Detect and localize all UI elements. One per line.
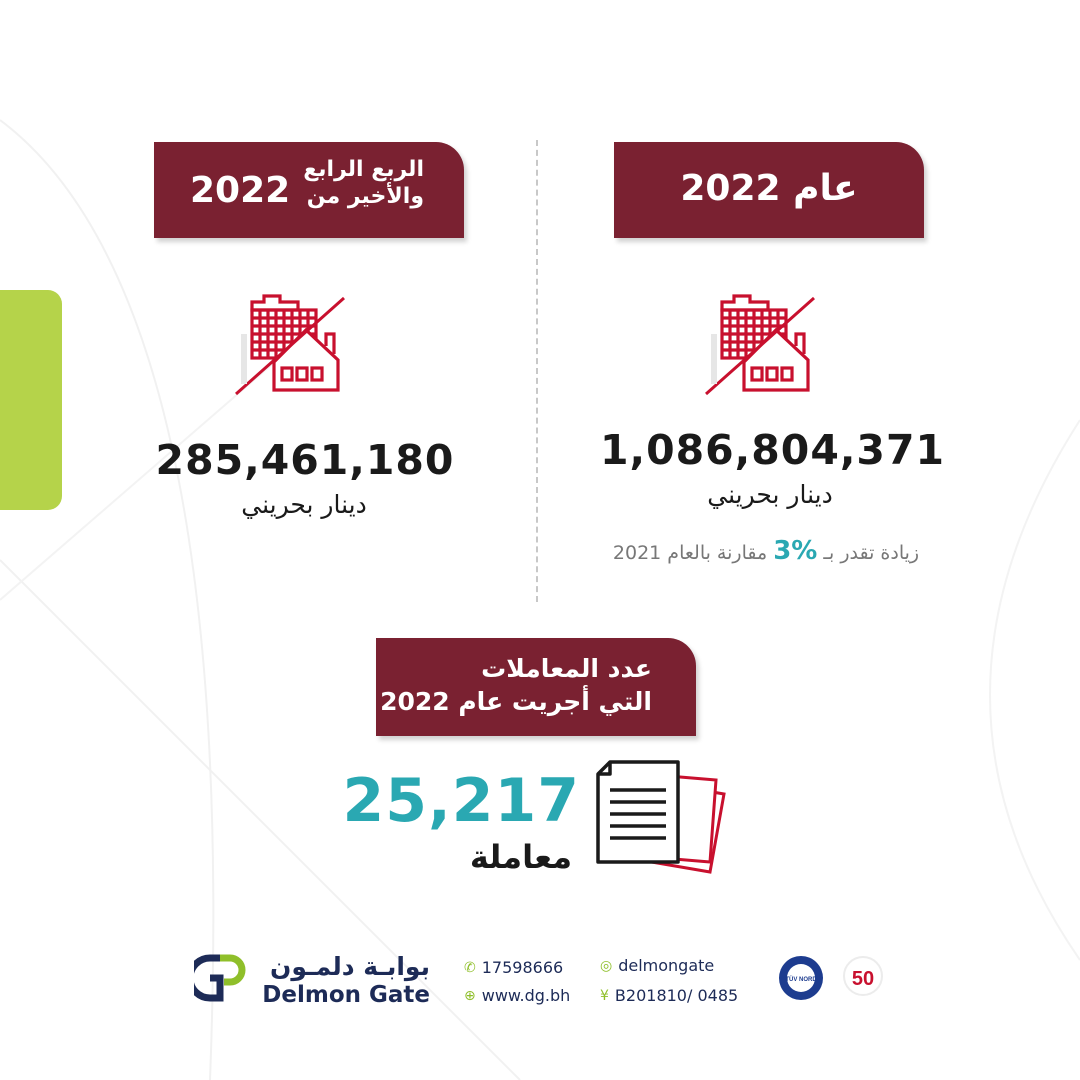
year-banner-title: عام 2022 bbox=[680, 168, 858, 209]
transactions-count: 25,217 bbox=[342, 766, 580, 836]
brand-name-arabic: بوابـة دلمـون bbox=[270, 952, 430, 981]
registration-contact bbox=[600, 986, 738, 1005]
instagram-contact[interactable] bbox=[600, 956, 714, 975]
transactions-unit: معاملة bbox=[469, 838, 572, 876]
q4-banner-caption bbox=[303, 156, 424, 210]
q4-caption-line1: الربع الرابع bbox=[303, 157, 424, 182]
iso-seal-text: TÜV NORD bbox=[785, 977, 817, 983]
delmon-gate-logo-icon bbox=[194, 954, 248, 1002]
phone-contact bbox=[464, 958, 563, 977]
q4-amount: 285,461,180 bbox=[155, 436, 455, 484]
instagram-handle[interactable]: delmongate bbox=[618, 956, 715, 975]
transactions-caption-line1: عدد المعاملات bbox=[481, 654, 652, 683]
increase-percent: 3% bbox=[773, 536, 818, 566]
documents-icon bbox=[592, 758, 732, 874]
accent-tab bbox=[0, 290, 62, 510]
anniversary-number: 50 bbox=[851, 968, 875, 990]
year-amount: 1,086,804,371 bbox=[600, 426, 946, 474]
q4-banner bbox=[154, 142, 464, 238]
buildings-crossed-icon bbox=[234, 294, 354, 396]
iso-certification-seal bbox=[778, 955, 824, 1001]
website-link[interactable]: www.dg.bh bbox=[481, 986, 571, 1005]
year-currency: دينار بحريني bbox=[707, 480, 833, 509]
q4-banner-year: 2022 bbox=[190, 170, 291, 211]
phone-icon: ✆ bbox=[464, 959, 476, 976]
section-divider bbox=[536, 140, 538, 602]
registration-icon: ¥ bbox=[600, 987, 609, 1004]
buildings-crossed-icon bbox=[704, 294, 824, 396]
brand-name-english: Delmon Gate bbox=[262, 982, 430, 1008]
q4-caption-line2: والأخير من bbox=[306, 184, 424, 209]
transactions-banner-caption bbox=[380, 652, 652, 718]
phone-number: 17598666 bbox=[481, 958, 564, 977]
website-contact[interactable] bbox=[464, 986, 570, 1005]
increase-suffix: مقارنة بالعام 2021 bbox=[612, 542, 768, 564]
globe-icon: ⊕ bbox=[464, 987, 476, 1004]
transactions-caption-line2: التي أجريت عام 2022 bbox=[380, 687, 652, 716]
increase-note bbox=[596, 536, 936, 566]
q4-currency: دينار بحريني bbox=[241, 490, 367, 519]
year-banner bbox=[614, 142, 924, 238]
increase-prefix: زيادة تقدر بـ bbox=[823, 542, 920, 564]
instagram-icon: ◎ bbox=[600, 957, 613, 974]
registration-number: B201810/ 0485 bbox=[614, 986, 739, 1005]
transactions-banner bbox=[376, 638, 696, 736]
anniversary-badge bbox=[842, 955, 884, 997]
